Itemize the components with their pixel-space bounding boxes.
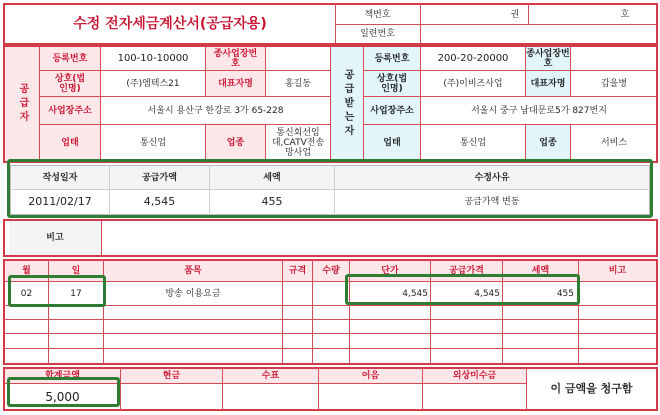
supplier-ceo: 홍길동 [284,78,312,89]
serial-label: 일련번호 [360,29,395,39]
total-value: 5,000 [45,389,80,404]
no-label: 호 [620,9,630,20]
credit-label: 외상미수금 [423,369,526,383]
date-columns-highlight [8,275,106,307]
supplier-branch-label: 종사업장번호 [206,47,265,70]
row-unit-price: 4,545 [402,288,428,299]
supplier-bizitem-label: 업종 [206,125,265,161]
row-item: 방송 이용요금 [165,288,221,299]
row-month: 02 [20,288,33,299]
cash-label: 현금 [121,369,222,383]
supplier-side-label: 공급자 [5,47,39,161]
supplier-address-label: 사업장주소 [40,97,100,124]
receiver-reg-no: 200-20-20000 [437,52,509,64]
receiver-branch-label: 종사업장번호 [526,48,570,69]
book-no-label: 책번호 [364,9,391,20]
bill-label: 어음 [319,369,422,383]
supplier-biztype-label: 업태 [40,125,100,161]
col-tax: 세액 [503,261,578,281]
receiver-bizitem: 서비스 [600,138,628,148]
col-qty: 수량 [313,261,349,281]
receiver-biztype-label: 업태 [364,125,420,161]
reason-value: 공급가액 변동 [464,197,520,207]
date-value: 2011/02/17 [28,195,92,208]
col-note: 비고 [579,261,656,281]
remarks-value [102,221,656,255]
col-supply: 공급가격 [431,261,502,281]
supplier-reg-label: 등록번호 [40,47,100,70]
supply-value: 4,545 [143,195,176,208]
tax-label: 세액 [210,166,334,189]
invoice-title: 수정 전자세금계산서(공급자용) [73,16,267,32]
receiver-reg-label: 등록번호 [364,47,420,70]
row-spec [283,282,312,305]
supplier-reg-no: 100-10-10000 [117,52,189,64]
receiver-side-label: 공급받는자 [331,47,363,161]
col-month: 월 [5,261,48,281]
summary-highlight [7,159,653,218]
receiver-branch-value [571,47,657,70]
total-highlight [7,377,120,407]
receiver-company: (주)이비즈사업 [443,78,503,89]
col-day: 일 [49,261,103,281]
row-tax: 455 [556,288,574,299]
row-note [579,282,656,305]
supply-label: 공급가액 [110,166,209,189]
date-label: 작성일자 [11,166,109,189]
col-item: 품목 [104,261,282,281]
vol-label: 권 [510,9,520,20]
supplier-biztype: 통신업 [139,138,167,148]
claim-text: 이 금액을 청구함 [550,382,633,395]
row-day: 17 [70,288,82,299]
amount-columns-highlight [345,274,580,305]
receiver-address: 서울시 중구 남대문로5가 827번지 [471,105,607,116]
row-qty [313,282,349,305]
reason-label: 수정사유 [335,166,649,189]
row-supply: 4,545 [474,288,500,299]
tax-value: 455 [261,195,283,208]
supplier-address: 서울시 용산구 한강로 3가 65-228 [147,105,284,116]
receiver-ceo: 갑을병 [600,78,628,89]
remarks-label: 비고 [9,221,101,255]
receiver-address-label: 사업장주소 [364,97,420,124]
supplier-company-label: 상호(법인명) [40,71,100,96]
receiver-biztype: 통신업 [459,138,487,148]
receiver-bizitem-label: 업종 [526,125,570,161]
check-label: 수표 [223,369,318,383]
receiver-ceo-label: 대표자명 [526,71,570,96]
col-unit-price: 단가 [350,261,430,281]
total-label: 합계금액 [5,369,120,383]
supplier-ceo-label: 대표자명 [206,71,265,96]
receiver-company-label: 상호(법인명) [364,71,420,96]
supplier-bizitem: 통신회선임대,CATV전송망사업 [271,128,325,158]
supplier-company: (주)엠텍스21 [126,78,180,89]
supplier-branch-value [266,47,330,70]
col-spec: 규격 [283,261,312,281]
